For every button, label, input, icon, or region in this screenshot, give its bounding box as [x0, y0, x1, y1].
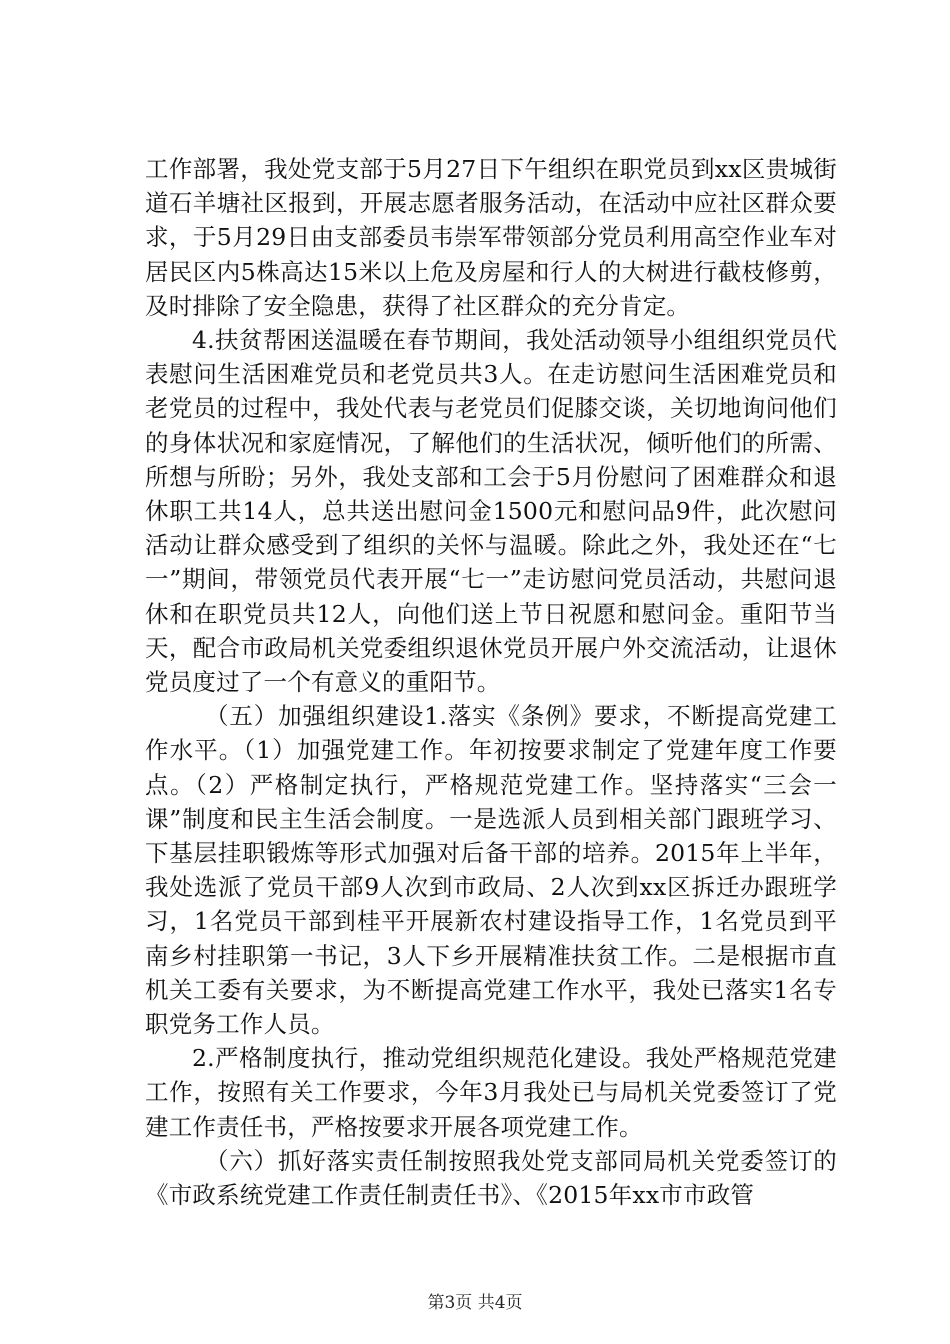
page-footer: 第3页 共4页 [427, 1293, 523, 1313]
paragraph-volunteer-service: 工作部署，我处党支部于5月27日下午组织在职党员到xx区贵城街道石羊塘社区报到，开展志愿者服务活动，在活动中应社区群众要求，于5月29日由支部委员韦崇军带领部分党员利用高空作业车对居民区内5株高达15米以上危及房屋和行人的大树进行截枝修剪，及时排除了安全隐患，获得了社区群众的充分肯定。 [145, 155, 837, 320]
paragraph-organization-building: （五）加强组织建设1.落实《条例》要求，不断提高党建工作水平。（1）加强党建工作。年初按要求制定了党建年度工作要点。（2）严格制定执行，严格规范党建工作。坚持落实“三会一课”制度和民主生活会制度。一是选派人员到相关部门跟班学习、下基层挂职锻炼等形式加强对后备干部的培养。2015年上半年，我处选派了党员干部9人次到市政局、2人次到xx区拆迁办跟班学习，1名党员干部到桂平开展新农村建设指导工作，1名党员到平南乡村挂职第一书记，3人下乡开展精准扶贫工作。二是根据市直机关工委有关要求，为不断提高党建工作水平，我处已落实1名专职党务工作人员。 [145, 702, 837, 1039]
paragraph-poverty-relief: 4.扶贫帮困送温暖在春节期间，我处活动领导小组组织党员代表慰问生活困难党员和老党员共3人。在走访慰问生活困难党员和老党员的过程中，我处代表与老党员们促膝交谈，关切地询问他们的身体状况和家庭情况，了解他们的生活状况，倾听他们的所需、所想与所盼；另外，我处支部和工会于5月份慰问了困难群众和退休职工共14人，总共送出慰问金1500元和慰问品9件，此次慰问活动让群众感受到了组织的关怀与温暖。除此之外，我处还在“七一”期间，带领党员代表开展“七一”走访慰问党员活动，共慰问退休和在职党员共12人，向他们送上节日祝愿和慰问金。重阳节当天，配合市政局机关党委组织退休党员开展户外交流活动，让退休党员度过了一个有意义的重阳节。 [145, 326, 837, 697]
paragraph-responsibility: （六）抓好落实责任制按照我处党支部同局机关党委签订的《市政系统党建工作责任制责任书》、《2015年xx市市政管 [145, 1146, 837, 1210]
document-body [145, 152, 837, 1212]
paragraph-system-execution: 2.严格制度执行，推动党组织规范化建设。我处严格规范党建工作，按照有关工作要求，今年3月我处已与局机关党委签订了党建工作责任书，严格按要求开展各项党建工作。 [145, 1044, 837, 1141]
